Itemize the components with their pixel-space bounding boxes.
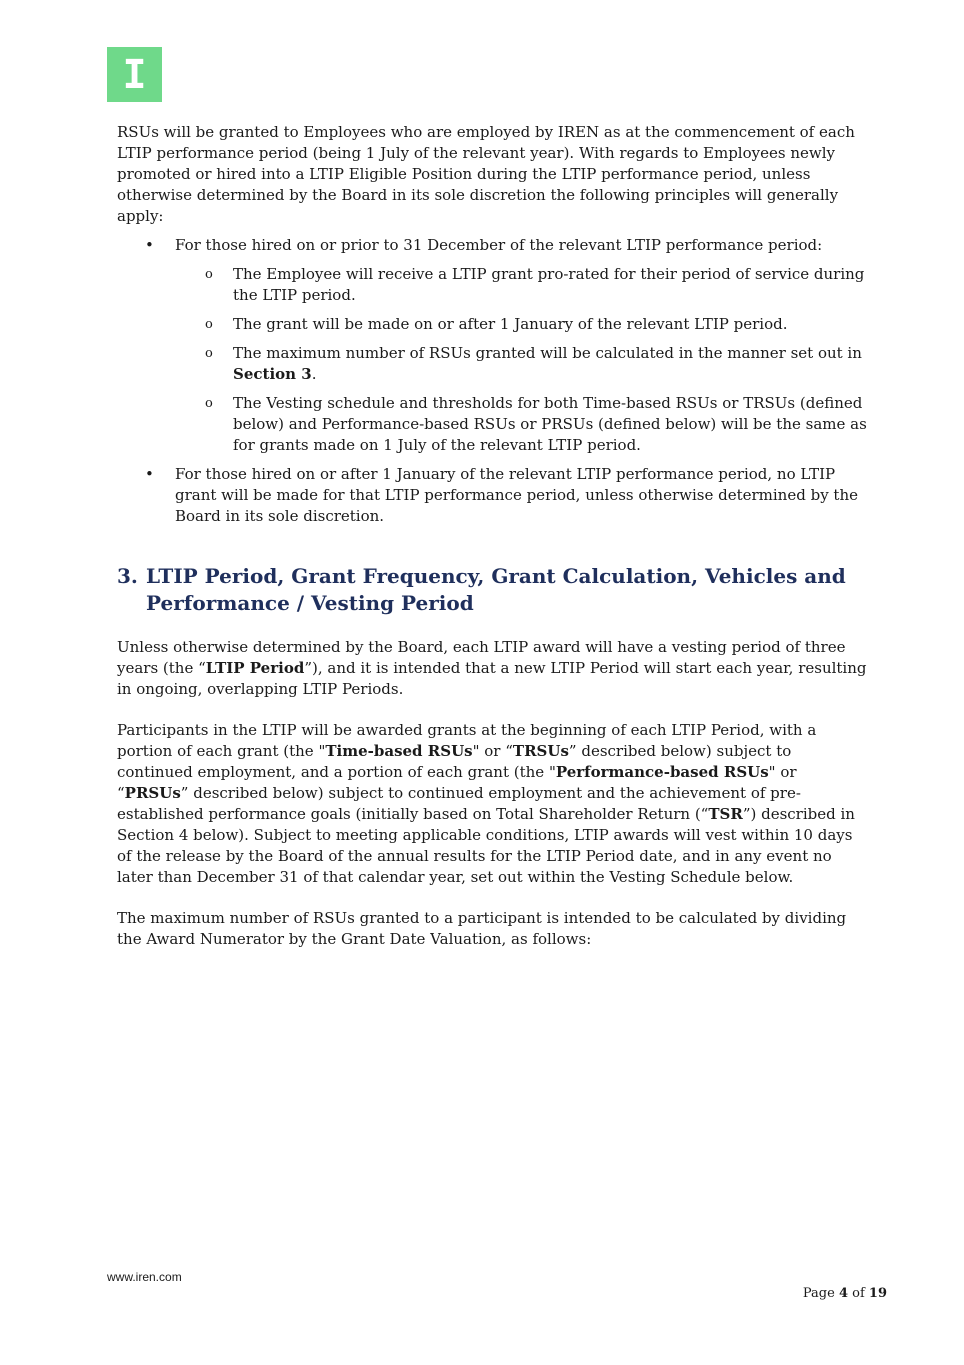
bullet-text: For those hired on or after 1 January of the relevant LTIP performance period, no LTIP grant will be made for that LTIP performance period, unless otherwise determined by the Board in its sole discretion.	[175, 465, 858, 525]
circle-bullet-icon: o	[205, 317, 213, 332]
bullet-icon: •	[145, 465, 154, 483]
text-run: Unless otherwise determined by the Board, each LTIP award will have a vesting period of three years (the “	[117, 638, 846, 677]
circle-bullet-icon: o	[205, 267, 213, 282]
sub-item-text-end: .	[311, 365, 317, 383]
section-heading	[117, 563, 869, 617]
list-item	[175, 343, 869, 385]
text-run: ”) described in Section 4 below). Subject to meeting applicable conditions, LTIP awards will vest within 10 days of the release by the Board of the annual results for the LTIP Period date, and in any event no later than December 31 of that calendar year, set out within the Vesting Schedule below.	[117, 805, 855, 886]
text-run: Participants in the LTIP will be awarded grants at the beginning of each LTIP Period, with a portion of each grant (the "	[117, 721, 817, 760]
sub-item-text: The maximum number of RSUs granted will be calculated in the manner set out in	[233, 344, 862, 362]
text-run: ” described below) subject to continued employment and the achievement of pre-established performance goals (initially based on Total Shareholder Return (“	[117, 784, 801, 823]
section-reference: Section 3	[233, 365, 312, 383]
page-total: 19	[868, 1286, 887, 1301]
page-label: Page	[802, 1286, 835, 1301]
iren-logo	[107, 47, 162, 102]
list-item	[175, 393, 869, 456]
list-item	[175, 264, 869, 306]
section-number: 3.	[117, 564, 138, 588]
section-title: LTIP Period, Grant Frequency, Grant Calculation, Vehicles and Performance / Vesting Period	[146, 564, 846, 615]
sub-item-text: The grant will be made on or after 1 January of the relevant LTIP period.	[233, 315, 788, 333]
sub-item-text: The Vesting schedule and thresholds for both Time-based RSUs or TRSUs (defined below) and Performance-based RSUs or PRSUs (defined below) will be the same as for grants made on 1 July of the relevant LTIP period.	[233, 394, 867, 454]
max-rsu-paragraph: The maximum number of RSUs granted to a participant is intended to be calculated by dividing the Award Numerator by the Grant Date Valuation, as follows:	[117, 909, 847, 948]
sub-item-text: The Employee will receive a LTIP grant pro-rated for their period of service during the LTIP period.	[233, 265, 865, 304]
text-run: " or “	[472, 742, 513, 760]
page-number	[803, 1286, 887, 1301]
list-item	[175, 314, 869, 335]
bullet-text: For those hired on or prior to 31 December of the relevant LTIP performance period:	[175, 236, 823, 254]
defined-term: TRSUs	[512, 742, 569, 760]
ltip-period-paragraph	[117, 637, 869, 700]
text-run: ”), and it is intended that a new LTIP Period will start each year, resulting in ongoing, overlapping LTIP Periods.	[117, 659, 867, 698]
grants-paragraph	[117, 720, 869, 888]
document-body	[117, 122, 869, 950]
text-run: " or “	[117, 763, 797, 802]
defined-term: Time-based RSUs	[325, 742, 473, 760]
sub-list	[175, 264, 869, 456]
logo-letter: I	[122, 51, 147, 98]
page-current: 4	[838, 1286, 848, 1301]
defined-term: Performance-based RSUs	[555, 763, 769, 781]
intro-paragraph: RSUs will be granted to Employees who are employed by IREN as at the commencement of each LTIP performance period (being 1 July of the relevant year). With regards to Employees newly promoted or hired into a LTIP Eligible Position during the LTIP performance period, unless otherwise determined by the Board in its sole discretion the following principles will generally apply:	[117, 123, 855, 225]
circle-bullet-icon: o	[205, 396, 213, 411]
defined-term: LTIP Period	[205, 659, 305, 677]
hiring-principles-list	[117, 235, 869, 527]
text-run: ” described below) subject to continued employment, and a portion of each grant (the "	[117, 742, 792, 781]
footer-url[interactable]: www.iren.com	[107, 1270, 182, 1284]
defined-term: TSR	[708, 805, 743, 823]
defined-term: PRSUs	[124, 784, 181, 802]
list-item	[117, 235, 869, 456]
page-of: of	[852, 1286, 865, 1301]
list-item	[117, 464, 869, 527]
bullet-icon: •	[145, 236, 154, 254]
circle-bullet-icon: o	[205, 346, 213, 361]
